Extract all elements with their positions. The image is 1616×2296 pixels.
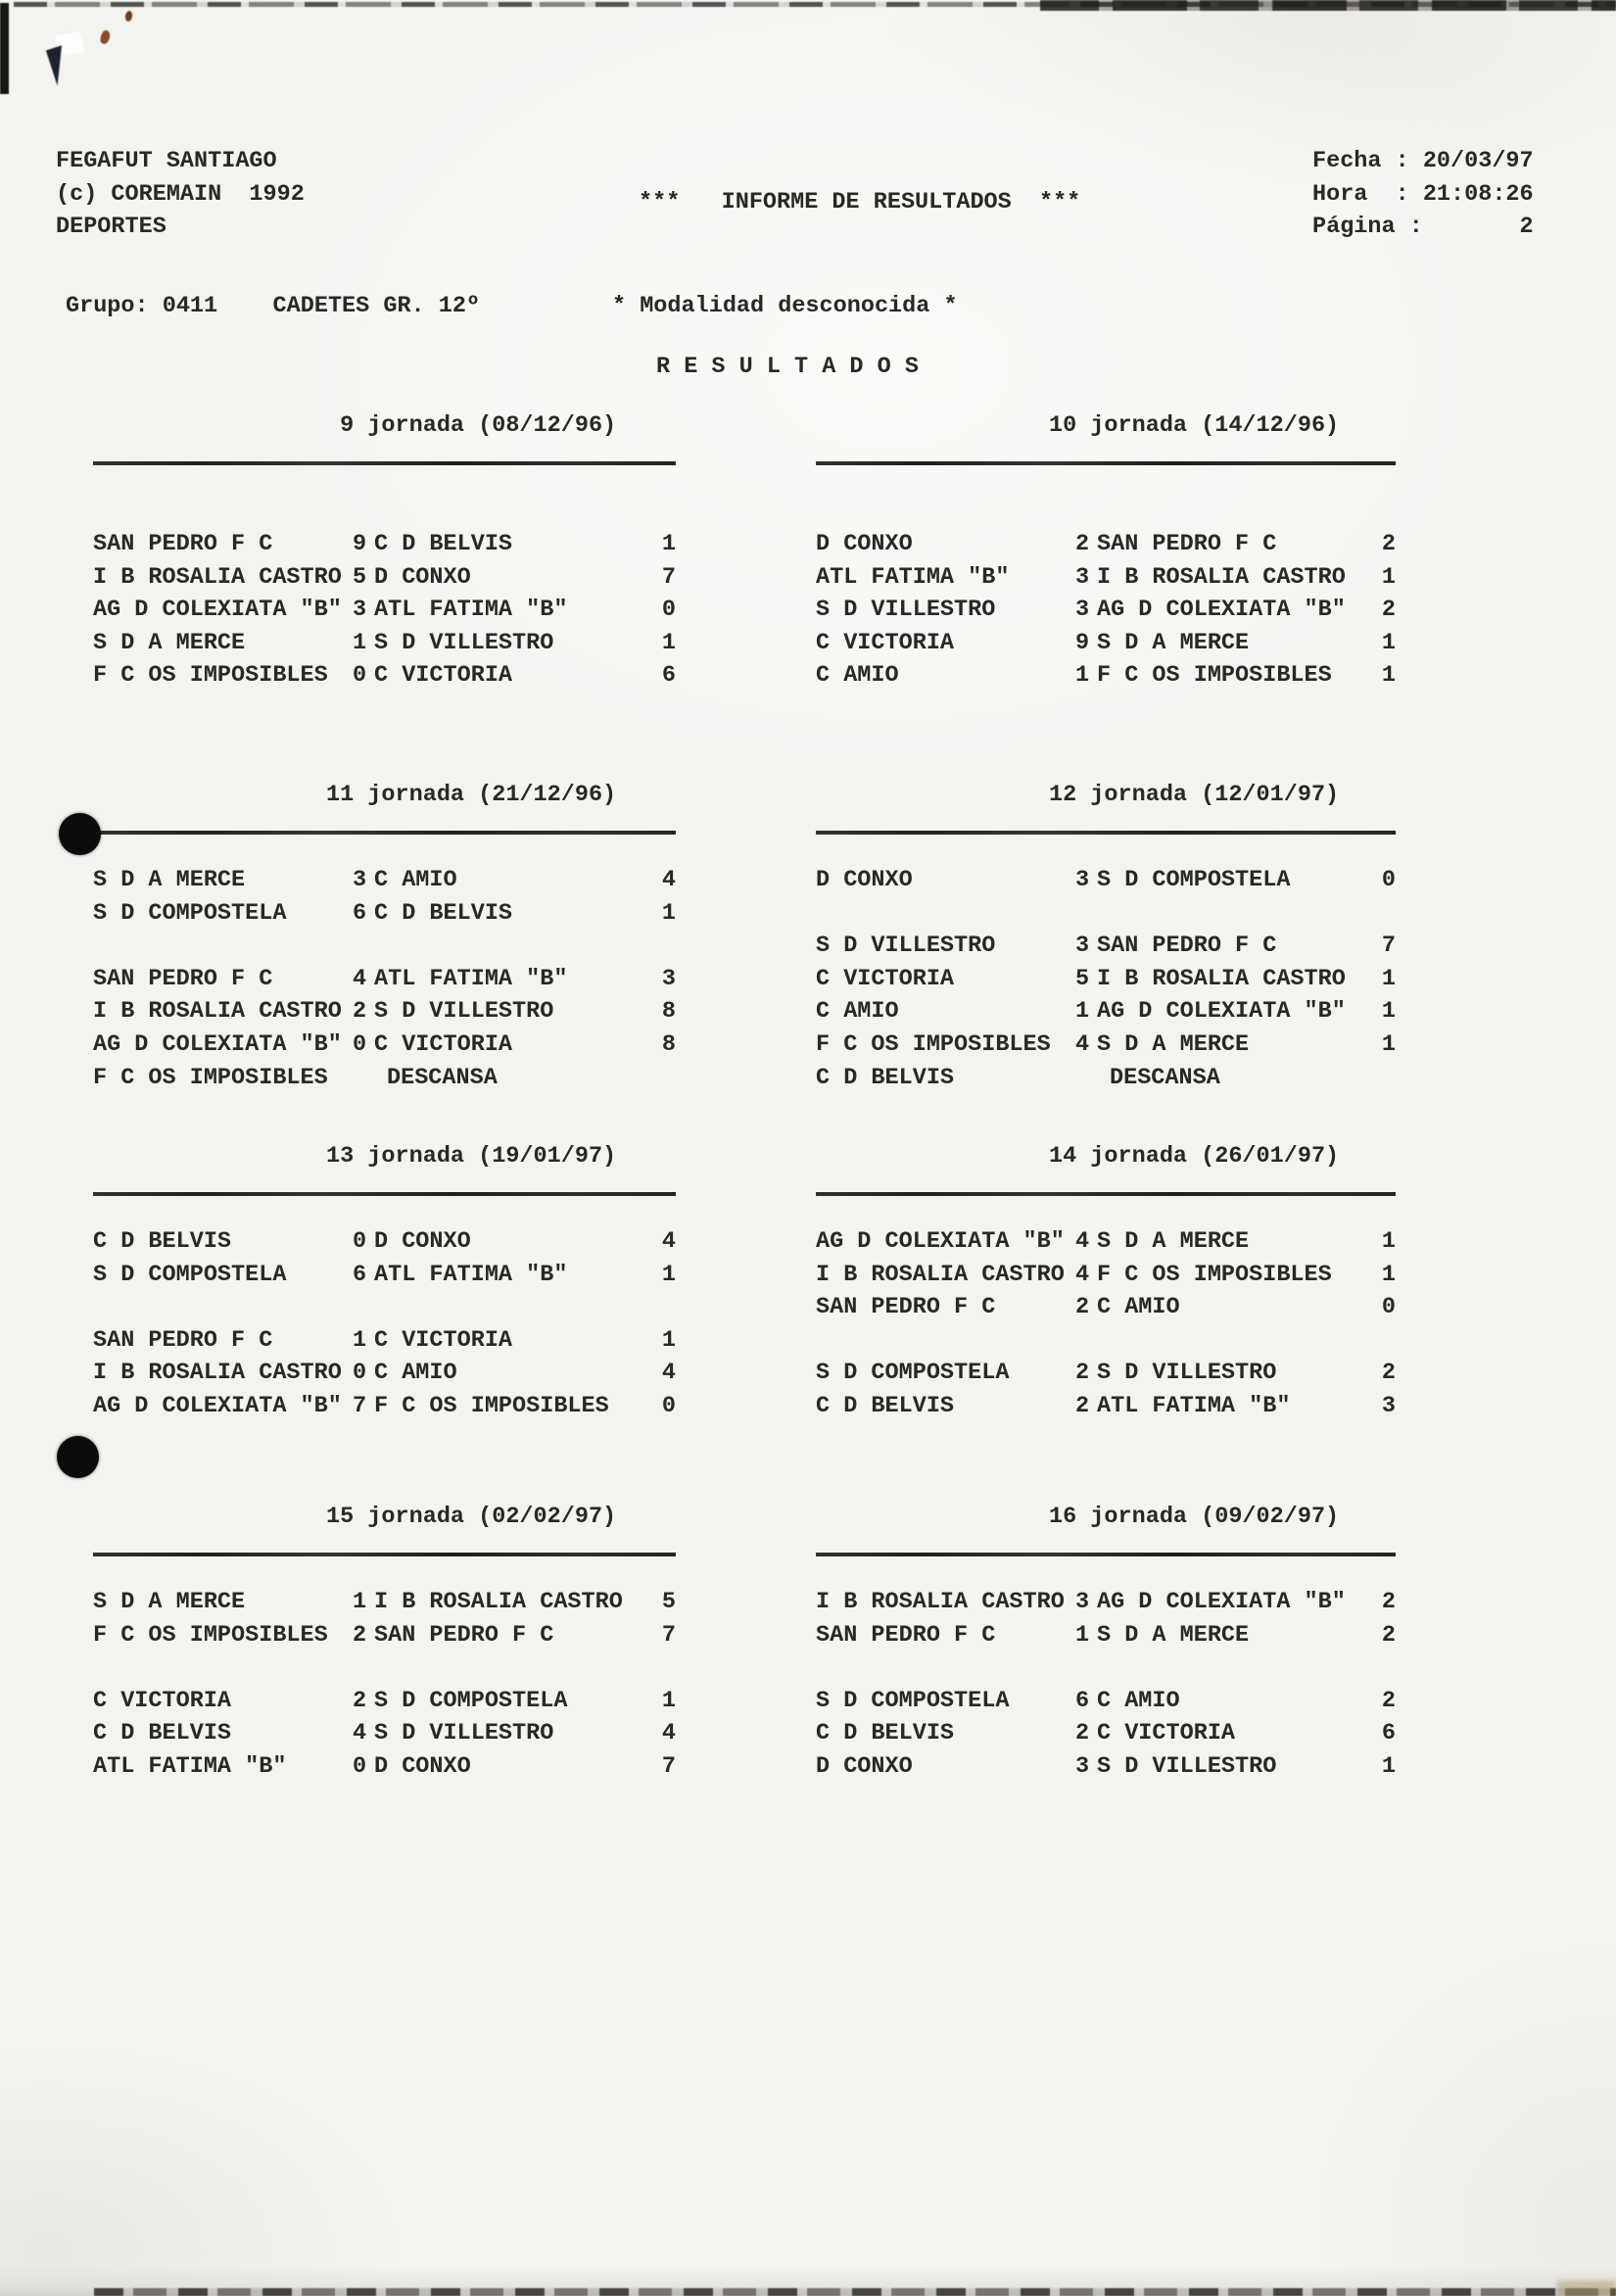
home-score: 1: [1075, 1621, 1090, 1649]
home-team: S D A MERCE: [93, 629, 246, 656]
ink-speck: [124, 10, 133, 22]
home-score: [353, 1062, 374, 1095]
match-row: [93, 864, 676, 897]
away-team: D CONXO: [374, 1752, 471, 1780]
home-team: I B ROSALIA CASTRO: [816, 1589, 1065, 1615]
away-score: 2: [1381, 1589, 1396, 1615]
descansa-note: DESCANSA: [1110, 1064, 1220, 1091]
home-team: D CONXO: [816, 531, 913, 557]
away-team: C VICTORIA: [374, 662, 513, 690]
away-team: C VICTORIA: [1097, 1720, 1236, 1747]
home-score: 0: [353, 1030, 367, 1058]
away-score: 1: [661, 1326, 676, 1354]
home-score: 0: [353, 1228, 367, 1255]
report-title: *** INFORME DE RESULTADOS ***: [639, 189, 1081, 215]
home-team: I B ROSALIA CASTRO: [93, 563, 342, 591]
away-team: ATL FATIMA "B": [1097, 1392, 1291, 1419]
jornada-title: 9 jornada (08/12/96): [326, 412, 617, 439]
home-score: 2: [1075, 1294, 1090, 1321]
home-score: 6: [1075, 1687, 1090, 1714]
jornada-title: 13 jornada (19/01/97): [326, 1143, 617, 1170]
away-team: S D A MERCE: [1097, 1621, 1250, 1649]
home-team: C D BELVIS: [816, 1064, 955, 1091]
away-team: S D A MERCE: [1097, 629, 1250, 656]
away-score: 1: [1381, 965, 1396, 992]
away-score: 2: [1381, 1621, 1396, 1649]
home-team: S D COMPOSTELA: [816, 1360, 1010, 1387]
jornada-rows: [93, 864, 676, 1094]
home-team: C VICTORIA: [816, 629, 955, 656]
jornada-block: [816, 409, 1396, 693]
home-score: 3: [1075, 867, 1090, 893]
away-score: 1: [1381, 1261, 1396, 1288]
away-score: 1: [1381, 1030, 1396, 1058]
match-row: [93, 528, 676, 561]
report-header-right: [1312, 145, 1534, 244]
home-score: [1075, 1062, 1097, 1095]
home-team: D CONXO: [816, 1752, 913, 1780]
fecha-line: Fecha : 20/03/97: [1312, 148, 1534, 174]
scan-edge-bottom: [94, 2288, 1616, 2296]
home-team: C D BELVIS: [93, 1228, 232, 1255]
home-team: SAN PEDRO F C: [816, 1621, 996, 1649]
away-score: 5: [661, 1589, 676, 1615]
match-row: [816, 627, 1396, 660]
jornada-block: [93, 1140, 676, 1423]
away-score: 6: [1381, 1720, 1396, 1747]
blank-row: [816, 897, 1396, 931]
jornada-rows: [93, 528, 676, 693]
home-team: F C OS IMPOSIBLES: [93, 662, 328, 690]
match-row: [816, 864, 1396, 897]
home-score: 2: [1075, 1360, 1090, 1387]
away-score: 1: [1381, 563, 1396, 591]
org-name: FEGAFUT SANTIAGO: [56, 148, 277, 174]
home-score: 3: [1075, 933, 1090, 960]
jornada-rows: [816, 1225, 1396, 1423]
blank-row: [93, 1651, 676, 1685]
table-rule: [93, 831, 676, 835]
away-team: AG D COLEXIATA "B": [1097, 998, 1346, 1026]
away-score: 1: [1381, 662, 1396, 690]
away-team: SAN PEDRO F C: [1097, 933, 1277, 960]
away-team: I B ROSALIA CASTRO: [374, 1589, 623, 1615]
away-score: 4: [661, 1360, 676, 1387]
away-team: ATL FATIMA "B": [374, 965, 568, 992]
home-score: 2: [1075, 1720, 1090, 1747]
home-team: AG D COLEXIATA "B": [93, 597, 342, 624]
match-row: [93, 1357, 676, 1390]
group-line: Grupo: 0411 CADETES GR. 12º: [66, 293, 481, 319]
home-score: 1: [1075, 662, 1090, 690]
jornada-title: 14 jornada (26/01/97): [1049, 1143, 1340, 1170]
away-team: AG D COLEXIATA "B": [1097, 1589, 1346, 1615]
home-team: S D A MERCE: [93, 867, 246, 893]
home-score: 2: [353, 998, 367, 1026]
away-team: S D VILLESTRO: [374, 629, 554, 656]
match-row: [93, 995, 676, 1028]
home-score: 3: [353, 867, 367, 893]
away-score: 1: [661, 629, 676, 656]
match-row: [93, 1390, 676, 1423]
jornada-block: [816, 1140, 1396, 1423]
away-score: 3: [1381, 1392, 1396, 1419]
match-row: [93, 963, 676, 996]
home-score: 9: [1075, 629, 1090, 656]
match-row: [93, 627, 676, 660]
match-row: [816, 528, 1396, 561]
away-score: 0: [661, 1392, 676, 1419]
away-team: S D VILLESTRO: [374, 998, 554, 1026]
away-score: 0: [1381, 1294, 1396, 1321]
home-team: I B ROSALIA CASTRO: [93, 998, 342, 1026]
match-row: [816, 594, 1396, 627]
home-score: 3: [353, 597, 367, 624]
department-line: DEPORTES: [56, 214, 166, 241]
rest-row: [93, 1062, 676, 1095]
jornada-block: [816, 779, 1396, 1094]
home-score: 1: [353, 1326, 367, 1354]
home-team: SAN PEDRO F C: [93, 531, 273, 557]
home-score: 1: [353, 629, 367, 656]
away-team: F C OS IMPOSIBLES: [1097, 662, 1332, 690]
home-score: 4: [1075, 1228, 1090, 1255]
home-team: F C OS IMPOSIBLES: [93, 1621, 328, 1649]
jornada-block: [816, 1501, 1396, 1784]
jornada-rows: [816, 1586, 1396, 1784]
modalidad-note: * Modalidad desconocida *: [612, 293, 958, 319]
home-score: 5: [1075, 965, 1090, 992]
home-score: 6: [353, 1261, 367, 1288]
pagina-line: Página : 2: [1312, 214, 1534, 241]
away-team: S D COMPOSTELA: [374, 1687, 568, 1714]
jornada-rows: [93, 1586, 676, 1784]
away-score: 1: [661, 899, 676, 927]
match-row: [816, 1028, 1396, 1062]
home-score: 7: [353, 1392, 367, 1419]
away-score: 2: [1381, 1360, 1396, 1387]
away-team: S D VILLESTRO: [1097, 1752, 1277, 1780]
home-team: AG D COLEXIATA "B": [816, 1228, 1065, 1255]
home-team: S D COMPOSTELA: [816, 1687, 1010, 1714]
home-team: SAN PEDRO F C: [93, 965, 273, 992]
home-team: C D BELVIS: [816, 1720, 955, 1747]
table-rule: [93, 1192, 676, 1196]
home-team: S D COMPOSTELA: [93, 1261, 287, 1288]
jornada-block: [93, 779, 676, 1094]
match-row: [816, 930, 1396, 963]
match-row: [816, 1586, 1396, 1619]
match-row: [816, 1259, 1396, 1292]
home-team: S D COMPOSTELA: [93, 899, 287, 927]
away-score: 8: [661, 998, 676, 1026]
away-team: ATL FATIMA "B": [374, 597, 568, 624]
home-score: 1: [353, 1589, 367, 1615]
home-team: C AMIO: [816, 998, 899, 1026]
blank-row: [93, 1291, 676, 1324]
away-team: C D BELVIS: [374, 899, 513, 927]
table-rule: [816, 831, 1396, 835]
away-score: 4: [661, 1720, 676, 1747]
away-score: 4: [661, 1228, 676, 1255]
away-team: D CONXO: [374, 563, 471, 591]
away-team: C VICTORIA: [374, 1030, 513, 1058]
away-score: 4: [661, 867, 676, 893]
away-score: 8: [661, 1030, 676, 1058]
match-row: [93, 1586, 676, 1619]
table-rule: [93, 461, 676, 465]
match-row: [93, 1619, 676, 1652]
home-score: 1: [1075, 998, 1090, 1026]
home-team: C VICTORIA: [816, 965, 955, 992]
match-row: [93, 659, 676, 693]
match-row: [93, 561, 676, 595]
away-team: F C OS IMPOSIBLES: [1097, 1261, 1332, 1288]
match-row: [816, 1717, 1396, 1750]
away-score: 1: [1381, 629, 1396, 656]
home-score: 2: [1075, 1392, 1090, 1419]
away-team: F C OS IMPOSIBLES: [374, 1392, 609, 1419]
away-team: S D COMPOSTELA: [1097, 867, 1291, 893]
table-rule: [816, 1192, 1396, 1196]
away-score: 6: [661, 662, 676, 690]
away-team: C VICTORIA: [374, 1326, 513, 1354]
home-team: ATL FATIMA "B": [816, 563, 1010, 591]
jornada-title: 12 jornada (12/01/97): [1049, 782, 1340, 808]
jornada-rows: [816, 528, 1396, 693]
away-score: 7: [661, 1621, 676, 1649]
away-score: 2: [1381, 597, 1396, 624]
home-score: 4: [353, 965, 367, 992]
home-score: 3: [1075, 1752, 1090, 1780]
jornada-block: [93, 409, 676, 693]
home-score: 5: [353, 563, 367, 591]
away-score: [652, 1062, 676, 1095]
home-team: F C OS IMPOSIBLES: [816, 1030, 1051, 1058]
blank-row: [816, 1651, 1396, 1685]
home-score: 6: [353, 899, 367, 927]
jornada-title: 10 jornada (14/12/96): [1049, 412, 1340, 439]
home-team: ATL FATIMA "B": [93, 1752, 287, 1780]
away-team: SAN PEDRO F C: [1097, 531, 1277, 557]
match-row: [816, 1390, 1396, 1423]
away-score: 1: [661, 531, 676, 557]
hora-line: Hora : 21:08:26: [1312, 180, 1534, 208]
away-team: I B ROSALIA CASTRO: [1097, 965, 1346, 992]
match-row: [816, 561, 1396, 595]
home-score: 3: [1075, 1589, 1090, 1615]
away-score: 7: [661, 563, 676, 591]
blank-row: [816, 1324, 1396, 1358]
match-row: [93, 1685, 676, 1718]
away-score: 7: [1381, 933, 1396, 960]
home-team: SAN PEDRO F C: [93, 1326, 273, 1354]
home-score: 0: [353, 1360, 367, 1387]
blank-row: [93, 930, 676, 963]
away-team: S D A MERCE: [1097, 1030, 1250, 1058]
match-row: [93, 1259, 676, 1292]
away-score: 1: [661, 1261, 676, 1288]
home-team: S D VILLESTRO: [816, 933, 996, 960]
home-score: 0: [353, 1752, 367, 1780]
table-rule: [93, 1553, 676, 1556]
match-row: [93, 1225, 676, 1259]
match-row: [816, 1750, 1396, 1784]
home-team: I B ROSALIA CASTRO: [816, 1261, 1065, 1288]
jornada-title: 11 jornada (21/12/96): [326, 782, 617, 808]
hole-punch: [57, 1436, 99, 1478]
home-team: S D VILLESTRO: [816, 597, 996, 624]
section-title: R E S U L T A D O S: [656, 354, 919, 380]
scan-edge-bottom-tint: [1557, 2280, 1616, 2296]
match-row: [93, 897, 676, 931]
rest-row: [816, 1062, 1396, 1095]
home-team: F C OS IMPOSIBLES: [93, 1064, 328, 1091]
match-row: [816, 995, 1396, 1028]
match-row: [93, 1028, 676, 1062]
scan-edge-top-right: [1040, 0, 1616, 11]
away-score: 1: [1381, 1752, 1396, 1780]
away-team: C AMIO: [1097, 1294, 1180, 1321]
home-score: 2: [1075, 531, 1090, 557]
away-score: 3: [661, 965, 676, 992]
away-team: C D BELVIS: [374, 531, 513, 557]
home-score: 2: [353, 1621, 367, 1649]
home-team: C D BELVIS: [816, 1392, 955, 1419]
copyright-line: (c) COREMAIN 1992: [56, 180, 305, 208]
home-score: 3: [1075, 597, 1090, 624]
ink-speck: [99, 29, 112, 45]
match-row: [816, 1685, 1396, 1718]
home-score: 2: [353, 1687, 367, 1714]
table-rule: [816, 1553, 1396, 1556]
home-team: D CONXO: [816, 867, 913, 893]
away-score: 0: [661, 597, 676, 624]
away-team: C AMIO: [374, 867, 457, 893]
away-team: SAN PEDRO F C: [374, 1621, 554, 1649]
home-score: 4: [1075, 1261, 1090, 1288]
away-team: S D VILLESTRO: [374, 1720, 554, 1747]
home-score: 0: [353, 662, 367, 690]
away-team: AG D COLEXIATA "B": [1097, 597, 1346, 624]
away-score: 1: [661, 1687, 676, 1714]
home-score: 4: [1075, 1030, 1090, 1058]
away-score: 7: [661, 1752, 676, 1780]
away-team: C AMIO: [374, 1360, 457, 1387]
home-team: C D BELVIS: [93, 1720, 232, 1747]
home-team: S D A MERCE: [93, 1589, 246, 1615]
match-row: [93, 594, 676, 627]
home-score: 3: [1075, 563, 1090, 591]
table-rule: [816, 461, 1396, 465]
home-score: 9: [353, 531, 367, 557]
match-row: [816, 1225, 1396, 1259]
match-row: [93, 1324, 676, 1358]
home-team: C AMIO: [816, 662, 899, 690]
away-score: 1: [1381, 1228, 1396, 1255]
home-team: SAN PEDRO F C: [816, 1294, 996, 1321]
descansa-note: DESCANSA: [387, 1064, 498, 1091]
match-row: [816, 659, 1396, 693]
jornada-block: [93, 1501, 676, 1784]
away-team: I B ROSALIA CASTRO: [1097, 563, 1346, 591]
scan-edge-left: [0, 3, 9, 94]
away-score: [1372, 1062, 1396, 1095]
away-score: 2: [1381, 1687, 1396, 1714]
away-team: S D VILLESTRO: [1097, 1360, 1277, 1387]
jornada-rows: [816, 864, 1396, 1094]
jornada-title: 16 jornada (09/02/97): [1049, 1504, 1340, 1530]
match-row: [816, 1619, 1396, 1652]
away-team: C AMIO: [1097, 1687, 1180, 1714]
jornada-rows: [93, 1225, 676, 1423]
match-row: [816, 1357, 1396, 1390]
home-team: C VICTORIA: [93, 1687, 232, 1714]
home-score: 4: [353, 1720, 367, 1747]
home-team: AG D COLEXIATA "B": [93, 1030, 342, 1058]
home-team: AG D COLEXIATA "B": [93, 1392, 342, 1419]
hole-punch: [59, 813, 101, 855]
away-score: 1: [1381, 998, 1396, 1026]
away-score: 0: [1381, 867, 1396, 893]
away-team: S D A MERCE: [1097, 1228, 1250, 1255]
home-team: I B ROSALIA CASTRO: [93, 1360, 342, 1387]
match-row: [816, 1291, 1396, 1324]
away-team: D CONXO: [374, 1228, 471, 1255]
match-row: [93, 1717, 676, 1750]
away-team: ATL FATIMA "B": [374, 1261, 568, 1288]
away-score: 2: [1381, 531, 1396, 557]
match-row: [816, 963, 1396, 996]
match-row: [93, 1750, 676, 1784]
report-header-left: [56, 145, 305, 244]
jornada-title: 15 jornada (02/02/97): [326, 1504, 617, 1530]
